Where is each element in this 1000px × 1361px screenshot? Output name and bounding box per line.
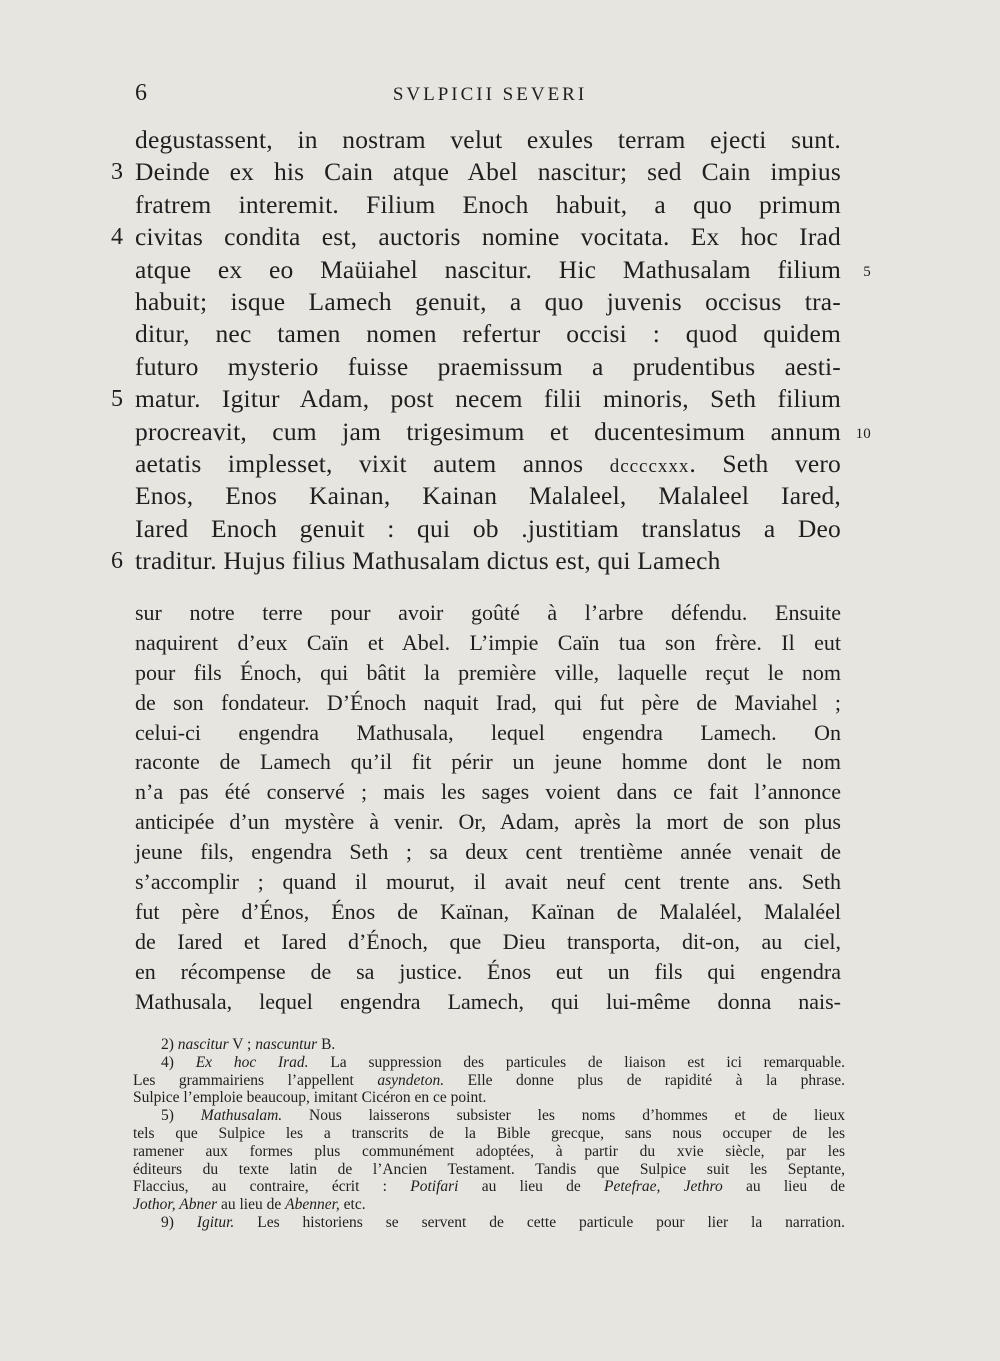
line-number: 5 xyxy=(863,263,871,280)
footnote-text: 9) xyxy=(161,1213,197,1231)
latin-line-text: ditur, nec tamen nomen refertur occisi : quod quidem xyxy=(135,319,841,349)
footnote-line xyxy=(133,1089,845,1107)
latin-line-text: Enos, Enos Kainan, Kainan Malaleel, Malaleel Iared, xyxy=(135,481,841,511)
french-line: n’a pas été conservé ; mais les sages voient dans ce fait l’annonce xyxy=(135,779,841,805)
latin-line xyxy=(135,286,841,318)
french-line: en récompense de sa justice. Énos eut un fils qui engendra xyxy=(135,958,841,984)
latin-line xyxy=(135,189,841,221)
footnote-text: La suppression des particules de liaison est ici remarquable. xyxy=(308,1053,846,1071)
verse-number: 3 xyxy=(111,159,124,186)
footnote-text: B. xyxy=(317,1036,336,1053)
footnote-text: Elle donne plus de rapidité à la phrase. xyxy=(444,1071,845,1089)
verse-number: 6 xyxy=(111,548,124,575)
verse-number: 5 xyxy=(111,386,124,413)
footnote-italic: Petefrae, Jethro xyxy=(604,1178,723,1196)
french-line: Mathusala, lequel engendra Lamech, qui lui-même donna nais- xyxy=(135,988,841,1014)
latin-line-text: degustassent, in nostram velut exules terram ejecti sunt. xyxy=(135,125,841,154)
footnote-italic: nascuntur xyxy=(255,1036,318,1053)
latin-line xyxy=(111,545,841,577)
latin-line-text: Deinde ex his Cain atque Abel nascitur; sed Cain impius xyxy=(135,157,841,187)
footnote-text: 5) xyxy=(161,1107,201,1125)
footnote-line xyxy=(133,1072,845,1090)
footnote-text: 2) xyxy=(161,1036,178,1053)
french-line: fut père d’Énos, Énos de Kaïnan, Kaïnan de Malaléel, Malaléel xyxy=(135,898,841,924)
footnote-text: tels que Sulpice les a transcrits de la Bible grecque, sans nous occuper de les xyxy=(133,1124,845,1142)
french-line: jeune fils, engendra Seth ; sa deux cent trentième année venait de xyxy=(135,839,841,865)
french-line: pour fils Énoch, qui bâtit la première ville, laquelle reçut le nom xyxy=(135,659,841,685)
latin-line xyxy=(135,480,841,512)
french-line: s’accomplir ; quand il mourut, il avait neuf cent trente ans. Seth xyxy=(135,869,841,895)
verse-number: 4 xyxy=(111,224,124,251)
latin-line xyxy=(135,254,871,286)
line-number: 10 xyxy=(855,425,871,442)
latin-line-text: aetatis implesset, vixit autem annos xyxy=(135,448,610,478)
footnote-text: éditeurs du texte latin de l’Ancien Testament. Tandis que Sulpice suit les Septante, xyxy=(133,1160,845,1178)
footnote-text: au lieu de xyxy=(217,1196,286,1214)
french-line: de Iared et Iared d’Énoch, que Dieu transporta, dit-on, au ciel, xyxy=(135,928,841,954)
latin-line-text: fratrem interemit. Filium Enoch habuit, a quo primum xyxy=(135,189,841,219)
footnote-line xyxy=(133,1107,845,1125)
footnote-line xyxy=(133,1125,845,1143)
latin-line-text: civitas condita est, auctoris nomine vocitata. Ex hoc Irad xyxy=(135,222,841,252)
latin-line-text: . Seth vero xyxy=(689,448,841,478)
footnote-text: Nous laisserons subsister les noms d’hommes et de lieux xyxy=(282,1107,846,1125)
footnote-line xyxy=(133,1036,845,1054)
footnote-italic: Igitur. xyxy=(196,1213,235,1231)
latin-text-block xyxy=(111,124,871,577)
footnote-text: ramener aux formes plus communément adoptées, à partir du xvie siècle, par les xyxy=(133,1142,845,1160)
footnote-line xyxy=(133,1214,845,1232)
latin-line-text: futuro mysterio fuisse praemissum a prudentibus aesti- xyxy=(135,351,841,381)
footnotes-block xyxy=(133,1036,845,1232)
footnote-text: etc. xyxy=(339,1196,366,1214)
latin-line xyxy=(135,416,871,448)
footnote-text: Flaccius, au contraire, écrit : xyxy=(133,1178,411,1196)
latin-line xyxy=(111,383,841,415)
french-line: sur notre terre pour avoir goûté à l’arbre défendu. Ensuite xyxy=(135,600,841,625)
footnote-line xyxy=(133,1161,845,1179)
footnote-text: V ; xyxy=(228,1036,256,1053)
footnote-text: au lieu de xyxy=(458,1178,605,1196)
french-line: celui-ci engendra Mathusala, lequel engendra Lamech. On xyxy=(135,719,841,745)
running-head: SVLPICII SEVERI xyxy=(392,84,588,105)
footnote-text: au lieu de xyxy=(722,1178,845,1196)
latin-line xyxy=(135,513,841,545)
footnote-text: 4) xyxy=(161,1053,196,1071)
latin-line-text: habuit; isque Lamech genuit, a quo juvenis occisus tra- xyxy=(135,286,841,316)
footnote-italic: Abenner, xyxy=(285,1196,340,1214)
latin-line xyxy=(135,124,841,156)
french-line: raconte de Lamech qu’il fit périr un jeune homme dont le nom xyxy=(135,749,841,775)
footnote-text: Sulpice l’emploie beaucoup, imitant Cicéron en ce point. xyxy=(133,1089,487,1107)
footnote-line xyxy=(133,1054,845,1072)
latin-line-text: traditur. Hujus filius Mathusalam dictus est, qui Lamech xyxy=(135,546,721,576)
footnote-italic: Ex hoc Irad. xyxy=(195,1053,309,1071)
page-number: 6 xyxy=(135,80,147,106)
footnote-text: Les grammairiens l’appellent xyxy=(133,1071,378,1089)
footnote-line xyxy=(133,1143,845,1161)
footnote-italic: Potifari xyxy=(410,1178,459,1196)
footnote-line xyxy=(133,1178,845,1196)
latin-line xyxy=(135,351,841,383)
latin-line-text: matur. Igitur Adam, post necem filii minoris, Seth filium xyxy=(135,384,841,414)
footnote-line xyxy=(133,1196,845,1214)
page-header xyxy=(135,80,845,114)
footnote-italic: asyndeton. xyxy=(377,1071,445,1089)
latin-line xyxy=(111,221,841,253)
footnote-italic: Jothor, Abner xyxy=(133,1196,218,1214)
footnote-italic: nascitur xyxy=(177,1036,229,1053)
latin-line-text: Iared Enoch genuit : qui ob .justitiam translatus a Deo xyxy=(135,513,841,543)
footnote-text: Les historiens se servent de cette particule pour lier la narration. xyxy=(234,1213,845,1231)
latin-line xyxy=(135,448,841,480)
latin-line xyxy=(135,318,841,350)
roman-numeral: dccccxxx xyxy=(609,455,690,477)
french-line: naquirent d’eux Caïn et Abel. L’impie Caïn tua son frère. Il eut xyxy=(135,629,841,655)
french-line: anticipée d’un mystère à venir. Or, Adam, après la mort de son plus xyxy=(135,809,841,835)
latin-line-text: procreavit, cum jam trigesimum et ducentesimum annum xyxy=(135,416,841,446)
latin-line xyxy=(111,156,841,188)
french-translation-block xyxy=(135,598,841,1016)
latin-line-text: atque ex eo Maüiahel nascitur. Hic Mathusalam filium xyxy=(135,254,841,284)
footnote-italic: Mathusalam. xyxy=(200,1107,283,1125)
french-line: de son fondateur. D’Énoch naquit Irad, qui fut père de Maviahel ; xyxy=(135,689,841,715)
